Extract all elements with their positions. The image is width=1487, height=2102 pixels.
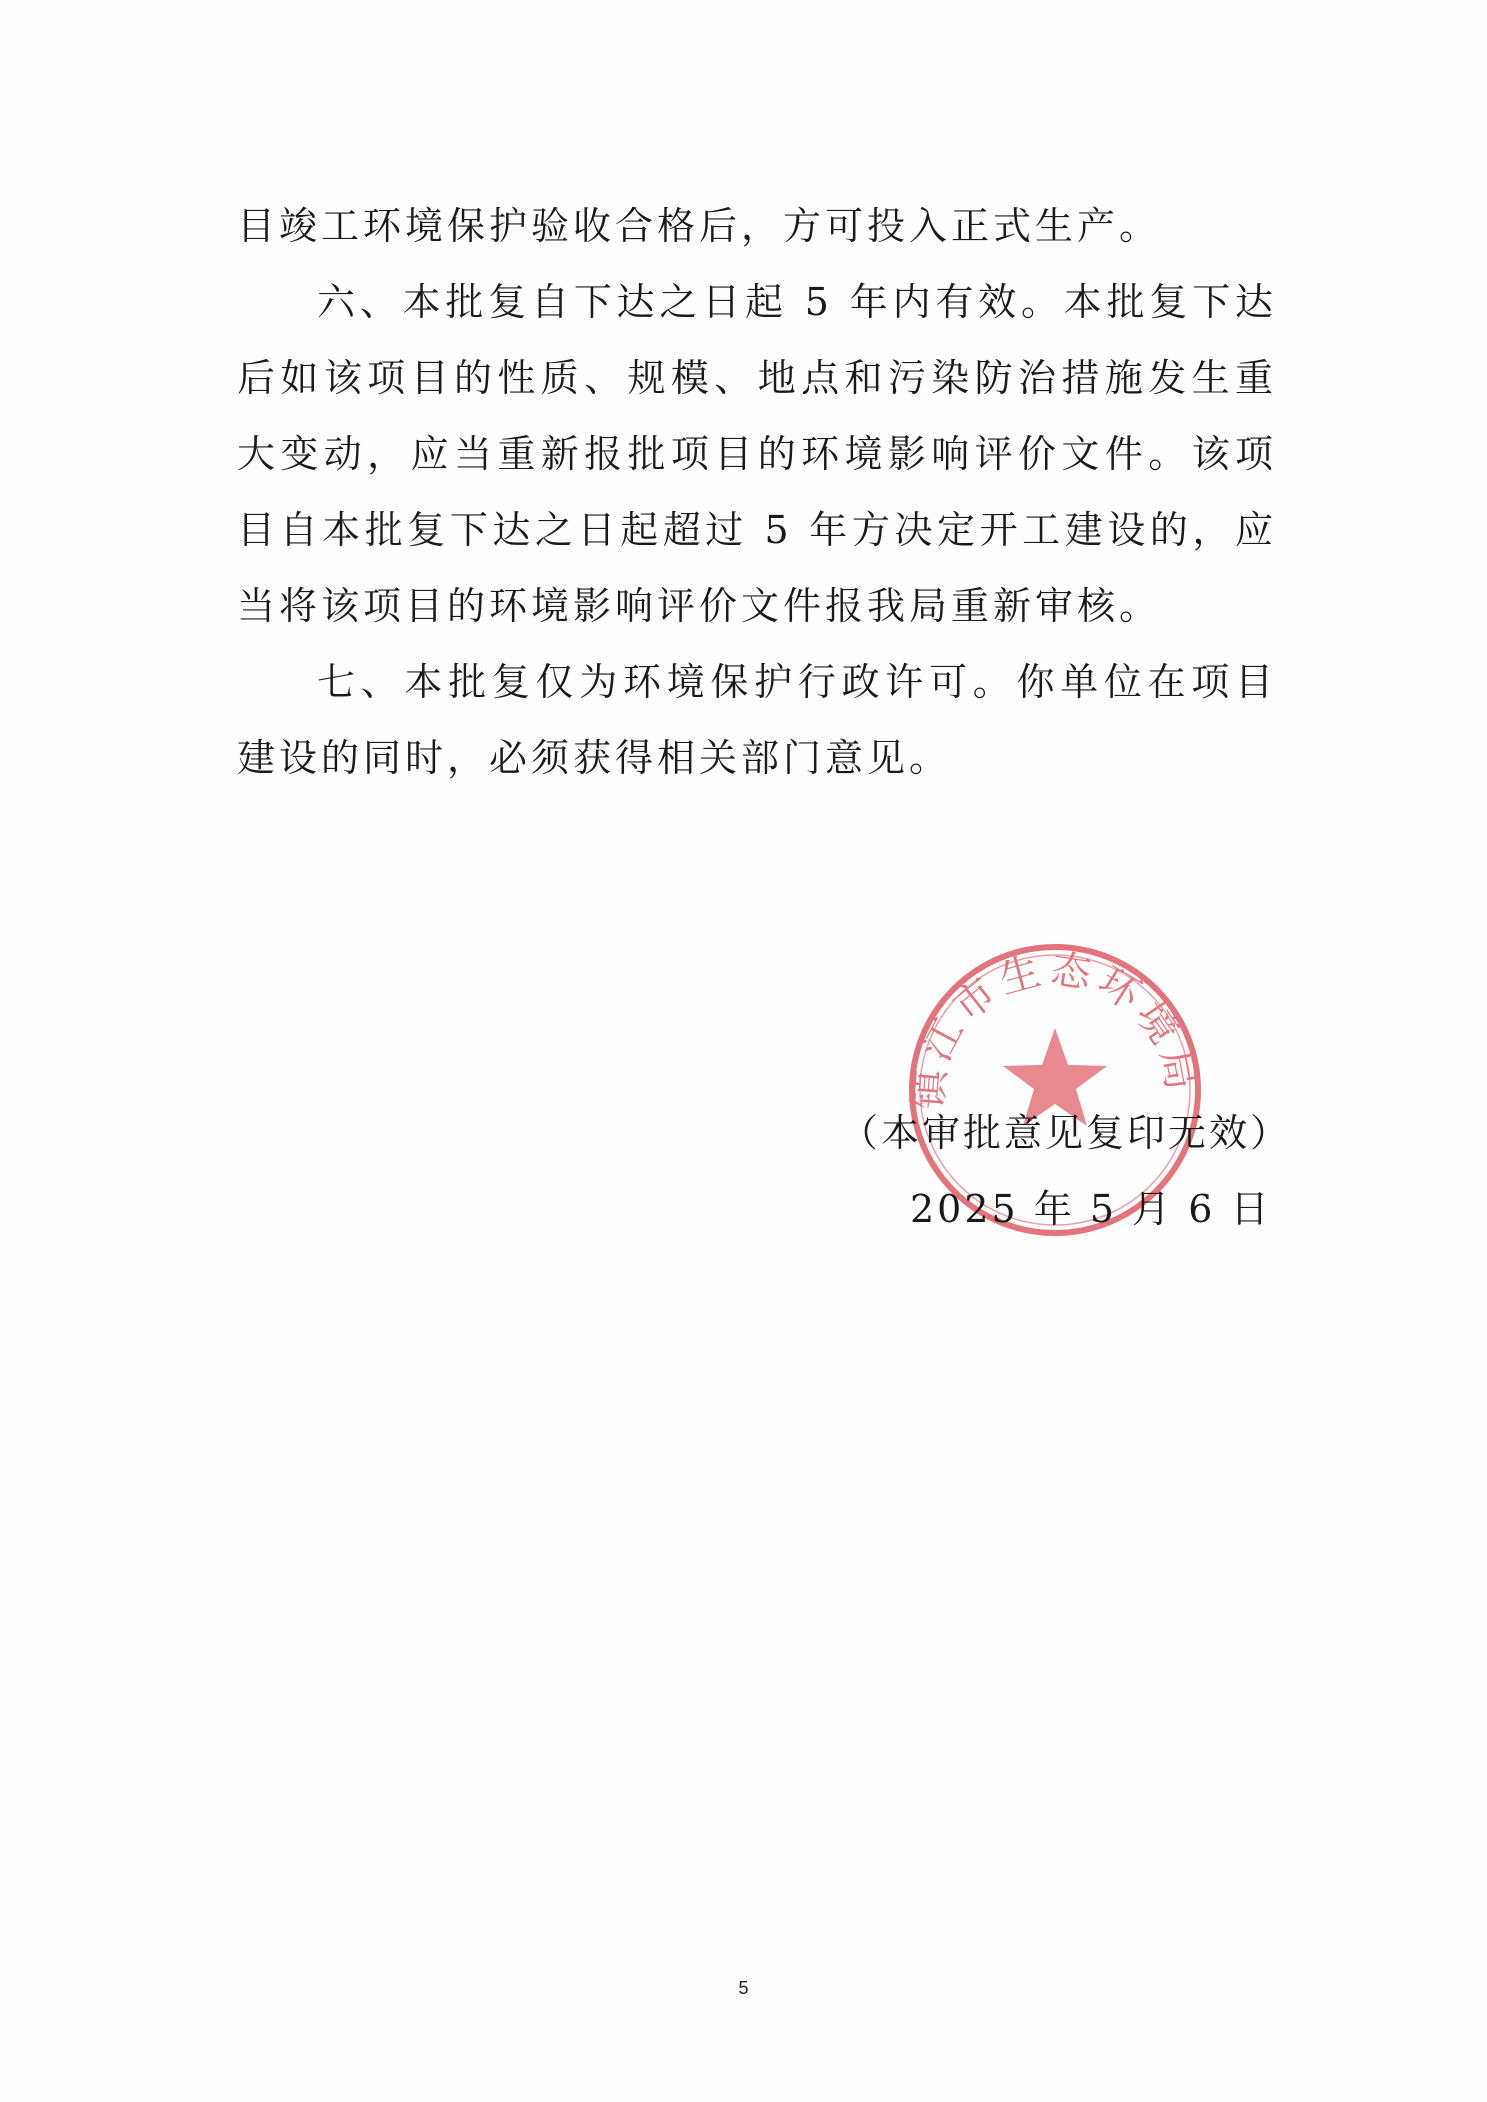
closing-block xyxy=(840,1095,1292,1247)
page-number: 5 xyxy=(738,1978,749,1998)
paragraph-item-six: 六、本批复自下达之日起 5 年内有效。本批复下达后如该项目的性质、规模、地点和污染防治措施发生重大变动，应当重新报批项目的环境影响评价文件。该项目自本批复下达之日起超过 5 年方决定开工建设的，应当将该项目的环境影响评价文件报我局重新审核。 xyxy=(237,280,1277,628)
document-body xyxy=(237,188,1277,796)
paragraph-item-seven: 七、本批复仅为环境保护行政许可。你单位在项目建设的同时，必须获得相关部门意见。 xyxy=(237,660,1277,780)
paragraph-continuation: 目竣工环境保护验收合格后，方可投入正式生产。 xyxy=(237,204,1162,248)
copy-invalid-note: （本审批意见复印无效） xyxy=(840,1111,1292,1155)
seal-text: 镇江市生态环境局 xyxy=(905,946,1205,1112)
issue-date: 2025 年 5 月 6 日 xyxy=(910,1187,1272,1231)
